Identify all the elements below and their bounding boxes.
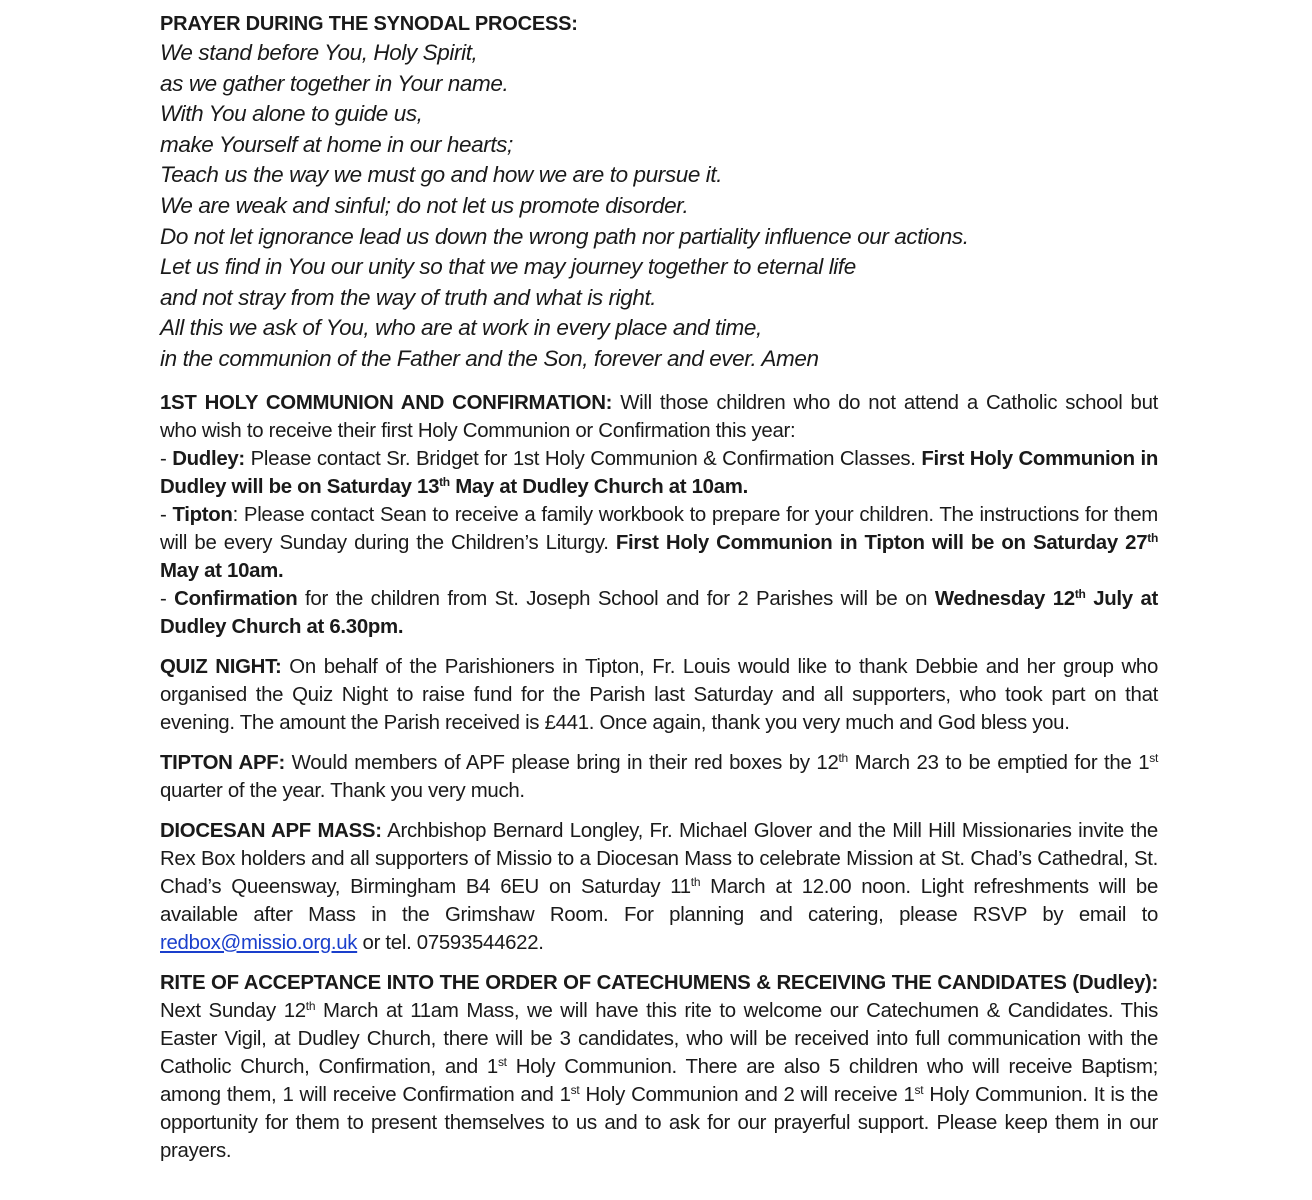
communion-confirmation: - Confirmation for the children from St. Joseph School and for 2 Parishes will be on Wednesday 12th July at Dudley Church at 6.30pm. bbox=[160, 586, 1158, 638]
quiz-section bbox=[160, 653, 1158, 737]
prayer-line: as we gather together in Your name. bbox=[160, 70, 509, 96]
communion-section bbox=[160, 389, 1158, 641]
quiz-text: On behalf of the Parishioners in Tipton, Fr. Louis would like to thank Debbie and her group who organised the Quiz Night to raise fund for the Parish last Saturday and all supporters, who took part on that evening. The amount the Parish received is £441. Once again, thank you very much and God bless you. bbox=[160, 655, 1158, 734]
rite-heading: RITE OF ACCEPTANCE INTO THE ORDER OF CATECHUMENS & RECEIVING THE CANDIDATES (Dudley): bbox=[160, 971, 1158, 994]
email-link[interactable]: redbox@missio.org.uk bbox=[160, 931, 358, 954]
rite-section: RITE OF ACCEPTANCE INTO THE ORDER OF CATECHUMENS & RECEIVING THE CANDIDATES (Dudley): Next Sunday 12th March at 11am Mass, we will have this rite to welcome our Catechumen & Candidates. This Easter Vigil, at Dudley Church, there will be 3 candidates, who will be received into full communication with the Catholic Church, Confirmation, and 1st Holy Communion. There are also 5 children who will receive Baptism; among them, 1 will receive Confirmation and 1st Holy Communion and 2 will receive 1st Holy Communion. It is the opportunity for them to present themselves to us and to ask for our prayerful support. Please keep them in our prayers. bbox=[160, 971, 1159, 1162]
communion-intro: 1ST HOLY COMMUNION AND CONFIRMATION: Will those children who do not attend a Catholic school but who wish to receive their first Holy Communion or Confirmation this year: bbox=[160, 391, 1158, 442]
prayer-section bbox=[160, 10, 1158, 375]
prayer-line: in the communion of the Father and the Son, forever and ever. Amen bbox=[160, 345, 819, 371]
prayer-line: Teach us the way we must go and how we are to pursue it. bbox=[160, 162, 723, 188]
prayer-line: make Yourself at home in our hearts; bbox=[160, 131, 513, 157]
prayer-heading: PRAYER DURING THE SYNODAL PROCESS: bbox=[160, 13, 578, 35]
prayer-line: Do not let ignorance lead us down the wrong path nor partiality influence our actions. bbox=[160, 223, 969, 249]
tipton-apf-section: TIPTON APF: Would members of APF please bring in their red boxes by 12th March 23 to be emptied for the 1st quarter of the year. Thank you very much. bbox=[160, 750, 1158, 802]
prayer-line: We are weak and sinful; do not let us promote disorder. bbox=[160, 192, 689, 218]
bulletin-page bbox=[160, 10, 1158, 1165]
diocesan-heading: DIOCESAN APF MASS: bbox=[160, 819, 382, 842]
prayer-line: All this we ask of You, who are at work in every place and time, bbox=[160, 315, 762, 341]
prayer-line: and not stray from the way of truth and what is right. bbox=[160, 284, 657, 310]
communion-dudley: - Dudley: Please contact Sr. Bridget for 1st Holy Communion & Confirmation Classes. First Holy Communion in Dudley will be on Saturday 13th May at Dudley Church at 10am. bbox=[160, 447, 1158, 498]
communion-heading: 1ST HOLY COMMUNION AND CONFIRMATION: bbox=[160, 391, 613, 414]
quiz-heading: QUIZ NIGHT: bbox=[160, 655, 282, 678]
tipton-apf-heading: TIPTON APF: bbox=[160, 751, 285, 774]
prayer-line: Let us find in You our unity so that we may journey together to eternal life bbox=[160, 254, 856, 280]
prayer-line: With You alone to guide us, bbox=[160, 101, 423, 127]
diocesan-mass-section: DIOCESAN APF MASS: Archbishop Bernard Longley, Fr. Michael Glover and the Mill Hill Missionaries invite the Rex Box holders and all supporters of Missio to a Diocesan Mass to celebrate Mission at St. Chad’s Cathedral, St. Chad’s Queensway, Birmingham B4 6EU on Saturday 11th March at 12.00 noon. Light refreshments will be available after Mass in the Grimshaw Room. For planning and catering, please RSVP by email to redbox@missio.org.uk or tel. 07593544622. bbox=[160, 819, 1158, 954]
prayer-line: We stand before You, Holy Spirit, bbox=[160, 40, 478, 65]
communion-tipton: - Tipton: Please contact Sean to receive a family workbook to prepare for your children. The instructions for them will be every Sunday during the Children’s Liturgy. First Holy Communion in Tipton will be on Saturday 27th May at 10am. bbox=[160, 503, 1158, 582]
prayer-text bbox=[160, 38, 1158, 375]
